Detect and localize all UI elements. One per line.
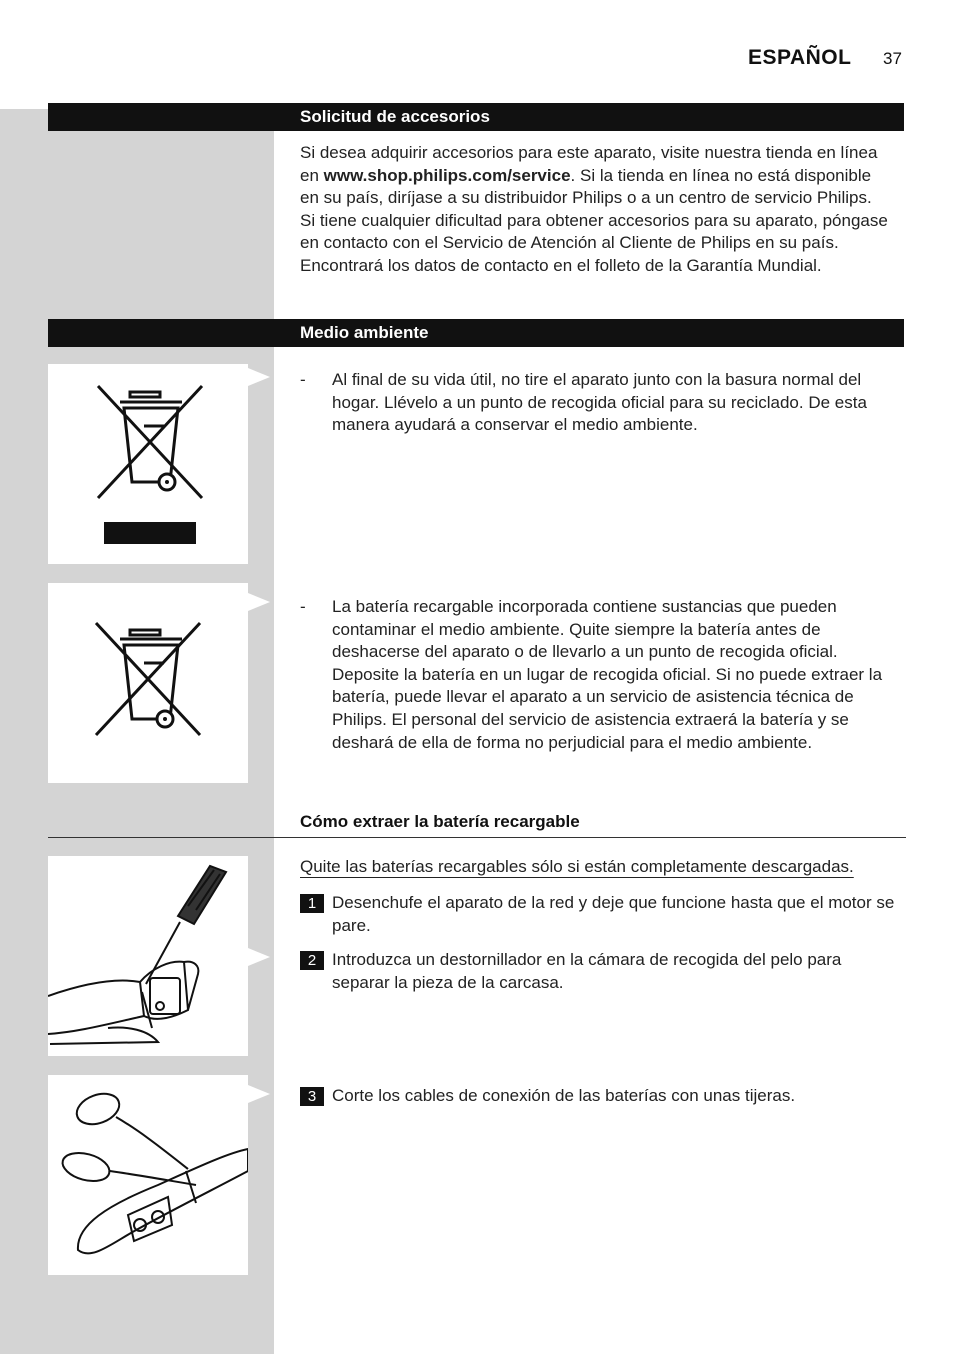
accessories-paragraph	[300, 142, 890, 278]
section-title: Medio ambiente	[300, 323, 429, 342]
battery-crossed-bin-icon	[48, 583, 248, 783]
step-text: Desenchufe el aparato de la red y deje que funcione hasta que el motor se pare.	[332, 893, 895, 935]
step-number: 2	[300, 951, 324, 970]
scissors-illustration	[48, 1075, 248, 1275]
weee-crossed-bin-icon	[48, 364, 248, 564]
section-bar-accessories	[48, 103, 904, 131]
figure-pointer	[248, 1085, 270, 1103]
step-2	[300, 949, 904, 995]
step-3	[300, 1085, 904, 1109]
bullet-text: Al final de su vida útil, no tire el aparato junto con la basura normal del hogar. Llévelo a un punto de recogida oficial para su reciclado. De esta manera ayudará a conservar el medio ambiente.	[332, 370, 867, 435]
language-header: ESPAÑOL	[748, 46, 852, 69]
section-rule	[48, 837, 906, 838]
accessories-text-after: . Si la tienda en línea no está disponible en su país, diríjase a su distribuidor Philips o a un centro de servicio Philips. Si tiene cualquier dificultad para obtener accesorios para su aparato, póngase en contacto con el Servicio de Atención al Cliente de Philips en su país. Encontrará los datos de contacto en el folleto de la Garantía Mundial.	[300, 165, 888, 275]
weee-figure	[48, 364, 248, 564]
figure-pointer	[248, 593, 270, 611]
page-number: 37	[883, 49, 902, 68]
step-number: 1	[300, 894, 324, 913]
step-text: Corte los cables de conexión de las baterías con unas tijeras.	[332, 1086, 796, 1105]
bullet-text: La batería recargable incorporada contiene sustancias que pueden contaminar el medio ambiente. Quite siempre la batería antes de deshacerse del aparato o de llevarlo a un punto de recogida oficial. Deposite la batería en un lugar de recogida oficial. Si no puede extraer la batería, puede llevar el aparato a un servicio de asistencia técnica de Philips. El personal del servicio de asistencia extraerá la batería y se deshará de ella de forma no perjudicial para el medio ambiente.	[332, 597, 883, 752]
scissors-figure	[48, 1075, 248, 1275]
section-bar-environment	[48, 319, 904, 347]
step-1	[300, 892, 904, 938]
shop-link[interactable]: www.shop.philips.com/service	[323, 165, 571, 185]
battery-bin-figure	[48, 583, 248, 783]
warning-text: Quite las baterías recargables sólo si están completamente descargadas.	[300, 857, 854, 876]
bullet-dash: -	[300, 597, 306, 616]
bullet-dash: -	[300, 370, 306, 389]
screwdriver-figure	[48, 856, 248, 1056]
environment-bullet-1	[300, 369, 904, 439]
figure-pointer	[248, 368, 270, 386]
environment-bullet-2	[300, 596, 904, 756]
step-text: Introduzca un destornillador en la cámara de recogida del pelo para separar la pieza de la carcasa.	[332, 950, 842, 992]
figure-pointer	[248, 948, 270, 966]
section-title: Solicitud de accesorios	[300, 107, 490, 126]
screwdriver-illustration	[48, 856, 248, 1056]
subsection-title: Cómo extraer la batería recargable	[300, 812, 580, 831]
step-number: 3	[300, 1087, 324, 1106]
accessories-text-before: Si desea adquirir accesorios para este aparato, visite nuestra tienda en línea en	[300, 143, 878, 185]
